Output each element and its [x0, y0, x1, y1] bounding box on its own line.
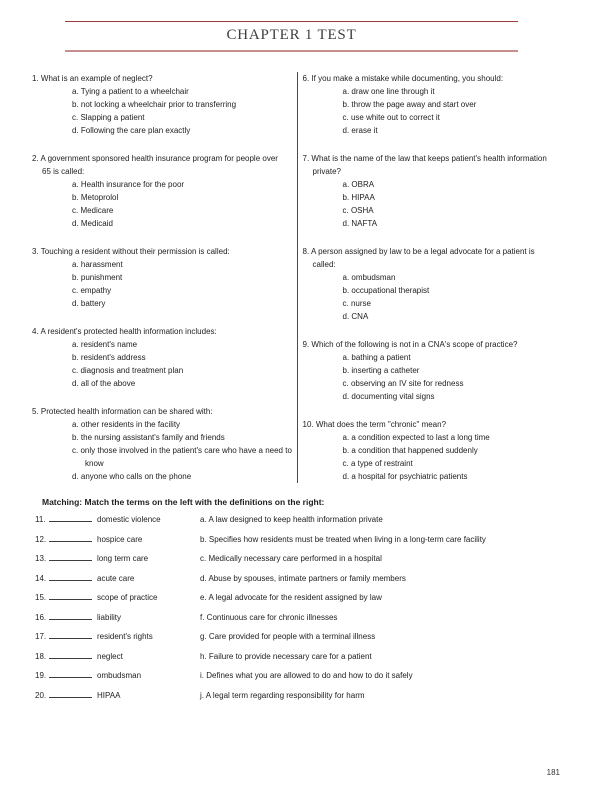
- matching-definition: b. Specifies how residents must be treated when living in a long-term care facility: [200, 534, 486, 544]
- answer-blank: [49, 573, 92, 581]
- matching-definition: h. Failure to provide necessary care for a patient: [200, 651, 372, 661]
- question-option: d. documenting vital signs: [342, 392, 435, 401]
- question-option: c. Medicare: [72, 206, 114, 215]
- question-option: d. Medicaid: [72, 219, 113, 228]
- question: [303, 418, 593, 483]
- matching-term: domestic violence: [97, 515, 161, 524]
- matching-term: scope of practice: [97, 593, 158, 602]
- question-option: b. occupational therapist: [342, 286, 430, 295]
- question: [303, 72, 593, 137]
- answer-blank: [49, 553, 92, 561]
- question-option: d. Following the care plan exactly: [72, 126, 191, 135]
- matching-definition: i. Defines what you are allowed to do and how to do it safely: [200, 671, 413, 680]
- page-number: 181: [546, 768, 560, 777]
- matching-term: acute care: [97, 573, 135, 583]
- question: [303, 338, 593, 403]
- question-option: c. observing an IV site for redness: [342, 379, 464, 388]
- matching-term: HIPAA: [97, 690, 121, 700]
- question: [303, 245, 593, 323]
- matching-definition: g. Care provided for people with a terminal illness: [200, 632, 376, 641]
- question-option: c. empathy: [72, 286, 112, 295]
- question-option: a. ombudsman: [342, 273, 396, 282]
- matching-definition: c. Medically necessary care performed in a hospital: [200, 554, 382, 563]
- answer-blank: [49, 612, 92, 620]
- matching-definition: d. Abuse by spouses, intimate partners or family members: [200, 573, 406, 583]
- matching-item-number: 17.: [35, 632, 47, 641]
- question-option: a. draw one line through it: [342, 87, 435, 96]
- question-option: c. Slapping a patient: [72, 113, 145, 122]
- matching-definition: a. A law designed to keep health information private: [200, 515, 383, 524]
- question-option: d. anyone who calls on the phone: [72, 472, 192, 481]
- matching-term: resident's rights: [97, 632, 153, 641]
- answer-blank: [49, 690, 92, 698]
- matching-row: [35, 631, 600, 651]
- question-text: 5. Protected health information can be shared with:: [32, 407, 213, 416]
- question-option: b. resident's address: [72, 353, 146, 362]
- question-text: called:: [312, 260, 336, 269]
- question-option: d. NAFTA: [342, 219, 378, 228]
- question-text: 6. If you make a mistake while documenting, you should:: [302, 74, 504, 83]
- matching-row: [35, 670, 600, 690]
- question-option: d. battery: [72, 299, 106, 308]
- question-option: b. inserting a catheter: [342, 366, 420, 375]
- matching-row: [35, 690, 600, 710]
- question-option: d. CNA: [342, 312, 369, 321]
- matching-row: [35, 573, 600, 593]
- question-option: c. diagnosis and treatment plan: [72, 366, 184, 375]
- matching-item-number: 14.: [35, 573, 47, 583]
- question-option: a. resident's name: [72, 340, 138, 349]
- question-text: 8. A person assigned by law to be a legal advocate for a patient is: [302, 247, 535, 256]
- question-option: b. the nursing assistant's family and friends: [72, 433, 225, 442]
- question: [32, 72, 297, 137]
- matching-heading: Matching: Match the terms on the left with the definitions on the right:: [42, 497, 325, 507]
- test-document-page: [0, 21, 600, 777]
- matching-item-number: 15.: [35, 593, 47, 602]
- matching-definition: j. A legal term regarding responsibility for harm: [200, 690, 365, 700]
- matching-section: [0, 496, 600, 709]
- question-option: a. OBRA: [342, 180, 375, 189]
- question-option: b. punishment: [72, 273, 123, 282]
- question-text: 1. What is an example of neglect?: [32, 74, 153, 83]
- matching-item-number: 18.: [35, 651, 47, 661]
- question-text: 10. What does the term "chronic" mean?: [302, 420, 447, 429]
- question-text: 4. A resident's protected health information includes:: [32, 327, 217, 336]
- matching-definition: e. A legal advocate for the resident assigned by law: [200, 593, 382, 602]
- matching-item-number: 11.: [35, 515, 46, 524]
- matching-term: liability: [97, 612, 122, 622]
- answer-blank: [49, 651, 92, 659]
- matching-row: [35, 534, 600, 554]
- matching-term: neglect: [97, 651, 123, 661]
- question-text: 7. What is the name of the law that keeps patient's health information: [302, 154, 547, 163]
- question: [303, 152, 593, 230]
- question-option: b. not locking a wheelchair prior to transferring: [72, 100, 237, 109]
- answer-blank: [49, 631, 92, 639]
- question-option: b. Metoprolol: [72, 193, 119, 202]
- answer-blank: [49, 670, 92, 678]
- question-text: 2. A government sponsored health insurance program for people over: [32, 154, 278, 163]
- matching-definition: f. Continuous care for chronic illnesses: [200, 612, 338, 622]
- question-text: 9. Which of the following is not in a CNA's scope of practice?: [302, 340, 518, 349]
- question-option: c. a type of restraint: [342, 459, 413, 468]
- question-option: d. a hospital for psychiatric patients: [342, 472, 468, 481]
- matching-row: [35, 612, 600, 632]
- question: [32, 325, 297, 390]
- questions-column-left: [32, 72, 297, 483]
- question-text: 65 is called:: [42, 167, 85, 176]
- question-option: a. harassment: [72, 260, 123, 269]
- matching-term: hospice care: [97, 534, 143, 544]
- page-header: [65, 21, 518, 52]
- question: [32, 405, 297, 483]
- question-option: know: [85, 459, 104, 468]
- question-option: a. Health insurance for the poor: [72, 180, 185, 189]
- matching-item-number: 16.: [35, 612, 47, 622]
- question-option: a. Tying a patient to a wheelchair: [72, 87, 189, 96]
- question-option: a. bathing a patient: [342, 353, 411, 362]
- question-text: 3. Touching a resident without their permission is called:: [32, 247, 230, 256]
- question-option: a. a condition expected to last a long time: [342, 433, 490, 442]
- question: [32, 245, 297, 310]
- matching-term: ombudsman: [97, 671, 142, 680]
- question-option: a. other residents in the facility: [72, 420, 181, 429]
- question-option: d. erase it: [342, 126, 378, 135]
- matching-rows: [0, 514, 600, 709]
- question-text: private?: [312, 167, 341, 176]
- answer-blank: [49, 514, 92, 522]
- question-option: b. HIPAA: [342, 193, 375, 202]
- matching-row: [35, 514, 600, 534]
- matching-item-number: 12.: [35, 534, 47, 544]
- question-option: b. throw the page away and start over: [342, 100, 477, 109]
- question-option: d. all of the above: [72, 379, 136, 388]
- answer-blank: [49, 592, 92, 600]
- question-option: c. use white out to correct it: [342, 113, 440, 122]
- page-title: CHAPTER 1 TEST: [226, 27, 357, 43]
- matching-term: long term care: [97, 554, 149, 563]
- matching-row: [35, 553, 600, 573]
- matching-item-number: 20.: [35, 690, 47, 700]
- matching-item-number: 13.: [35, 554, 47, 563]
- matching-item-number: 19.: [35, 671, 47, 680]
- question-option: c. OSHA: [342, 206, 374, 215]
- questions-column-right: [297, 72, 592, 483]
- answer-blank: [49, 534, 92, 542]
- question-option: c. nurse: [342, 299, 371, 308]
- question-option: b. a condition that happened suddenly: [342, 446, 478, 455]
- matching-row: [35, 592, 600, 612]
- questions-section: [0, 72, 600, 483]
- question: [32, 152, 297, 230]
- matching-row: [35, 651, 600, 671]
- question-option: c. only those involved in the patient's care who have a need to: [72, 446, 292, 455]
